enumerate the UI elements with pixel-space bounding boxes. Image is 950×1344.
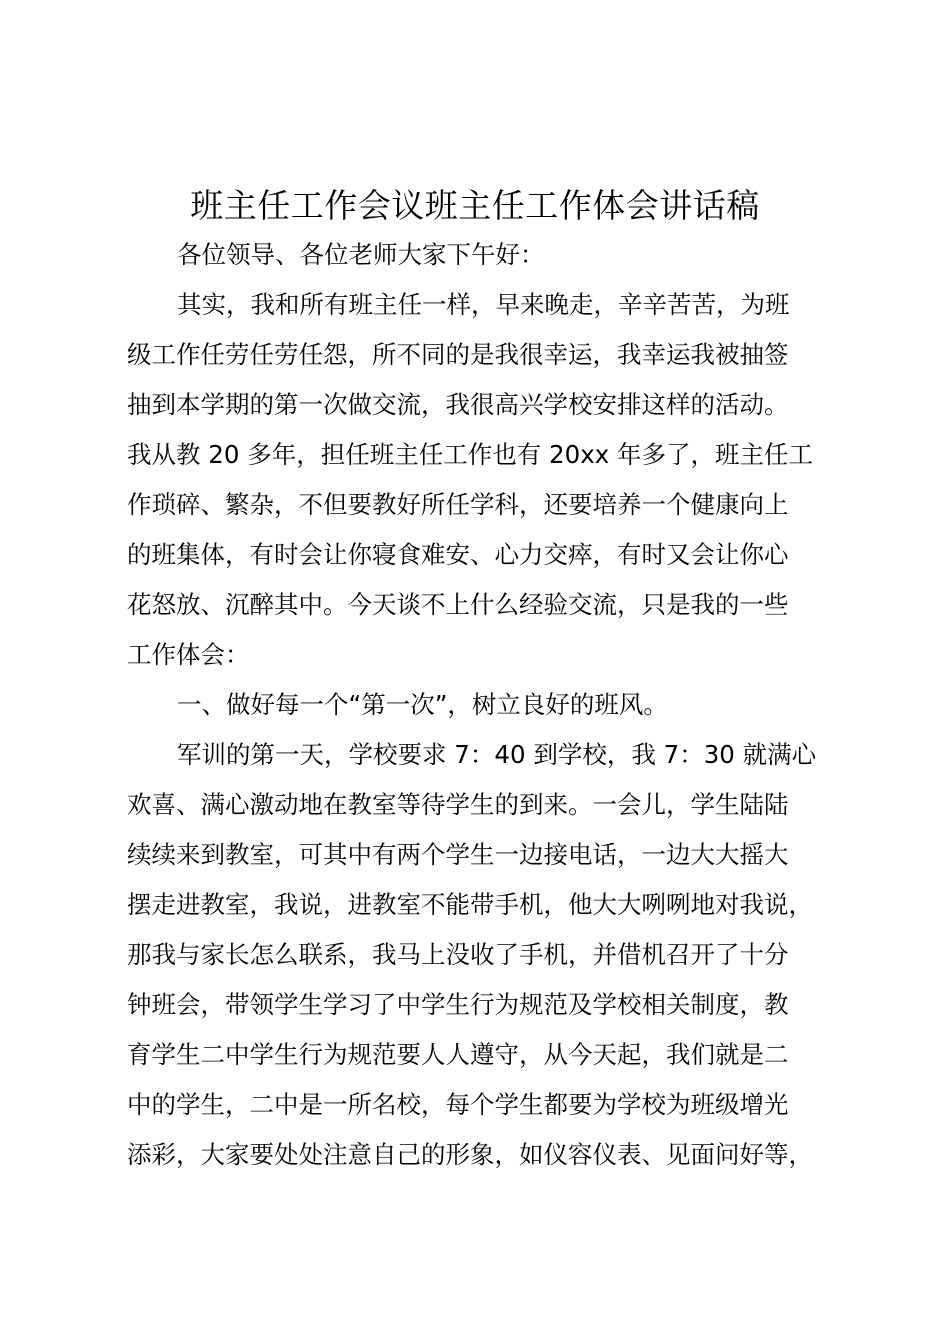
paragraph-1-line: 的班集体，有时会让你寝食难安、心力交瘁，有时又会让你心 [127,540,789,569]
paragraph-2-line: 添彩，大家要处处注意自己的形象，如仪容仪表、见面问好等， [127,1140,813,1169]
paragraph-1-line: 级工作任劳任劳任怨，所不同的是我很幸运，我幸运我被抽签 [127,340,789,369]
document-body [127,230,839,1180]
paragraph-2-line: 钟班会，带领学生学习了中学生行为规范及学校相关制度，教 [127,990,789,1019]
paragraph-2-line: 续续来到教室，可其中有两个学生一边接电话，一边大大摇大 [127,840,789,869]
paragraph-1-line: 作琐碎、繁杂，不但要教好所任学科，还要培养一个健康向上 [127,490,789,519]
paragraph-1-line: 其实，我和所有班主任一样，早来晚走，辛辛苦苦，为班 [177,290,790,319]
paragraph-2-line: 那我与家长怎么联系，我马上没收了手机，并借机召开了十分 [127,940,789,969]
paragraph-1-line: 花怒放、沉醉其中。今天谈不上什么经验交流，只是我的一些 [127,590,789,619]
document-title: 班主任工作会议班主任工作体会讲话稿 [190,186,760,225]
paragraph-2-line: 军训的第一天，学校要求 7：40 到学校，我 7：30 就满心 [177,740,817,769]
paragraph-1-line: 抽到本学期的第一次做交流，我很高兴学校安排这样的活动。 [127,390,789,419]
paragraph-2-line: 摆走进教室，我说，进教室不能带手机，他大大咧咧地对我说， [127,890,813,919]
paragraph-2-line: 育学生二中学生行为规范要人人遵守，从今天起，我们就是二 [127,1040,789,1069]
paragraph-1-line: 我从教 20 多年，担任班主任工作也有 20xx 年多了，班主任工 [127,440,813,469]
greeting-line: 各位领导、各位老师大家下午好： [177,240,545,269]
paragraph-2-line: 欢喜、满心激动地在教室等待学生的到来。一会儿，学生陆陆 [127,790,789,819]
paragraph-1-line: 工作体会： [127,640,250,669]
paragraph-2-line: 中的学生，二中是一所名校，每个学生都要为学校为班级增光 [127,1090,789,1119]
section-1-heading: 一、做好每一个“第一次”，树立良好的班风。 [177,690,668,719]
